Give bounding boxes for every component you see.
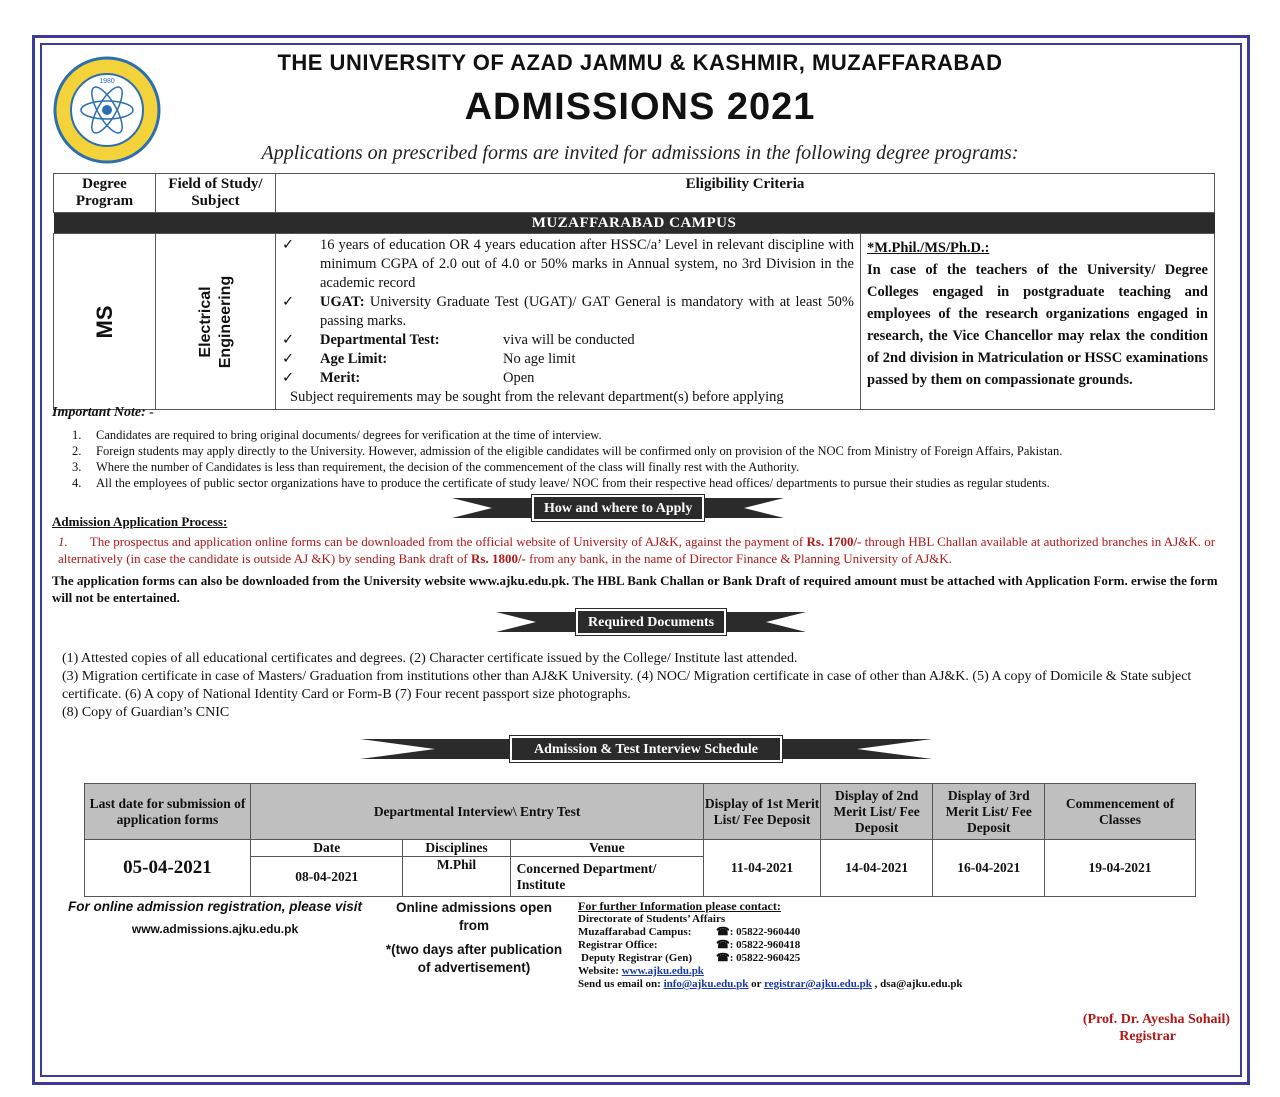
university-name: THE UNIVERSITY OF AZAD JAMMU & KASHMIR, MUZAFFARABAD xyxy=(277,50,1003,75)
campus-bar: MUZAFFARABAD CAMPUS xyxy=(54,213,1215,233)
check-icon: ✓ xyxy=(282,237,295,253)
process-text: through HBL Challan available at authorized branches in AJ&K. or alternatively (in case the candidate is outside AJ &K) by sending Bank draft of xyxy=(58,534,1216,566)
last-date-value: 05-04-2021 xyxy=(85,840,251,897)
arrow-left-icon xyxy=(704,496,784,520)
col-degree-header: Degree Program xyxy=(54,174,156,213)
discipline-value: M.Phil xyxy=(403,857,510,897)
email-info-link[interactable]: info@ajku.edu.pk xyxy=(663,978,749,990)
website-label: Website: xyxy=(578,965,619,977)
registrar-name: (Prof. Dr. Ayesha Sohail) xyxy=(1082,1012,1230,1027)
online-open-note: *(two days after publication of advertisement) xyxy=(385,942,563,975)
online-open xyxy=(383,899,565,977)
apply-banner-label: How and where to Apply xyxy=(532,495,704,521)
criteria-ugat: University Graduate Test (UGAT)/ GAT General is mandatory with at least 50% passing marks. xyxy=(320,294,854,329)
commencement-header: Commencement of Classes xyxy=(1045,784,1196,840)
venue-value: Concerned Department/ Institute xyxy=(510,857,704,897)
list-item: 1. Candidates are required to bring original documents/ degrees for verification at the time of interview. xyxy=(72,428,602,442)
disciplines-subheader: Disciplines xyxy=(403,840,510,857)
deputy-registrar-phone: ☎: 05822-960425 xyxy=(716,952,801,964)
dept-test-label: Departmental Test: xyxy=(320,332,440,348)
arrow-right-icon xyxy=(452,496,532,520)
documents-line: (8) Copy of Guardian’s CNIC xyxy=(62,705,230,720)
email-label: Send us email on: xyxy=(578,978,661,990)
list-item: 2. Foreign students may apply directly to the University. However, admission of the eligible candidates will be confirmed only on provision of the NOC from Ministry of Foreign Affairs, Pakistan. xyxy=(72,444,1063,458)
merit3-header: Display of 3rd Merit List/ Fee Deposit xyxy=(933,784,1045,840)
criteria-cell xyxy=(276,234,861,410)
documents-banner-label: Required Documents xyxy=(576,609,726,635)
age-limit-label: Age Limit: xyxy=(320,351,388,367)
contact-heading: For further Information please contact: xyxy=(578,899,781,913)
col-field-header: Field of Study/ Subject xyxy=(156,174,276,213)
dsa-label: Directorate of Students’ Affairs xyxy=(578,913,726,925)
note-text: Foreign students may apply directly to the University. However, admission of the eligible candidates will be confirmed only on provision of the NOC from Ministry of Foreign Affairs, Pakistan. xyxy=(96,444,1063,458)
relaxation-note-heading: *M.Phil./MS/Ph.D.: xyxy=(867,240,990,256)
note-text: Candidates are required to bring original documents/ degrees for verification at the time of interview. xyxy=(96,428,602,442)
muzaffarabad-phone: ☎: 05822-960440 xyxy=(716,926,801,938)
documents-line: (3) Migration certificate in case of Masters/ Graduation from institutions other than AJ&K University. (4) NOC/ Migration certificate in case of other than AJ&K. (5) A copy of Domicile & State subject certificate. (6) A copy of National Identity Card or Form-B (7) Four recent passport size photographs. xyxy=(62,669,1192,702)
documents-line: (1) Attested copies of all educational certificates and degrees. (2) Character certificate issued by the College/ Institute last attended. xyxy=(62,651,798,666)
registrar-office-phone: ☎: 05822-960418 xyxy=(716,939,801,951)
fee-amount: Rs. 1700/- xyxy=(806,534,862,549)
venue-subheader: Venue xyxy=(510,840,704,857)
subject-requirements: Subject requirements may be sought from the relevant department(s) before applying xyxy=(290,389,784,405)
arrow-left-icon xyxy=(782,737,932,761)
merit-label: Merit: xyxy=(320,370,361,386)
check-icon: ✓ xyxy=(282,370,295,386)
item-number: 1. xyxy=(58,534,68,549)
criteria-education: 16 years of education OR 4 years education after HSSC/a’ Level in relevant discipline with minimum CGPA of 2.0 out of 4.0 or 50% marks in Annual system, no 3rd Division in the academic record xyxy=(320,237,854,291)
online-registration-text: For online admission registration, please visit xyxy=(67,899,363,914)
important-note-heading: Important Note: - xyxy=(52,405,154,420)
eligibility-table xyxy=(53,173,1215,410)
online-open-text: Online admissions open from xyxy=(395,900,553,933)
draft-amount: Rs. 1800/- xyxy=(471,551,526,566)
apply-banner xyxy=(452,493,784,523)
relaxation-note-body: In case of the teachers of the University/ Degree Colleges engaged in postgraduate teaching and employees of the research organizations engaged in research, the Vice Chancellor may relax the condition of 2nd division in Matriculation or HSSC examinations passed by them on compassionate grounds. xyxy=(867,262,1208,388)
muzaffarabad-label: Muzaffarabad Campus: xyxy=(578,926,692,938)
application-process-text xyxy=(58,533,1233,567)
application-process-heading: Admission Application Process: xyxy=(52,514,228,529)
contact-info xyxy=(578,900,1018,991)
process-text: The prospectus and application online forms can be downloaded from the official website of University of AJ&K, against the payment of xyxy=(89,534,807,549)
merit1-date: 11-04-2021 xyxy=(704,840,821,897)
field-text: Electrical Engineering xyxy=(196,275,234,368)
check-icon: ✓ xyxy=(282,294,295,310)
col-criteria-header: Eligibility Criteria xyxy=(276,174,1215,213)
deputy-registrar-label: Deputy Registrar (Gen) xyxy=(581,952,692,964)
or-text: or xyxy=(751,978,762,990)
registrar-title: Registrar xyxy=(1119,1029,1176,1044)
last-date-header: Last date for submission of application forms xyxy=(85,784,251,840)
logo-year: 1980 xyxy=(99,78,115,85)
field-cell xyxy=(156,234,276,410)
email-registrar-link[interactable]: registrar@ajku.edu.pk xyxy=(764,978,872,990)
date-subheader: Date xyxy=(250,840,402,857)
commencement-date: 19-04-2021 xyxy=(1045,840,1196,897)
required-documents xyxy=(62,650,1232,722)
registrar-office-label: Registrar Office: xyxy=(578,939,658,951)
email-dsa: , dsa@ajku.edu.pk xyxy=(874,978,963,990)
merit2-date: 14-04-2021 xyxy=(820,840,933,897)
arrow-right-icon xyxy=(496,610,576,634)
merit1-header: Display of 1st Merit List/ Fee Deposit xyxy=(704,784,821,840)
arrow-right-icon xyxy=(360,737,510,761)
process-text: from any bank, in the name of Director Finance & Planning University of AJ&K. xyxy=(525,551,952,566)
degree-cell xyxy=(54,234,156,410)
list-item: 4. All the employees of public sector organizations have to produce the certificate of study leave/ NOC from their respective head offices/ departments to pursue their studies as regular students. xyxy=(72,476,1050,490)
dept-test-value: viva will be conducted xyxy=(503,332,635,348)
admissions-title: ADMISSIONS 2021 xyxy=(464,86,816,128)
criteria-ugat-label: UGAT: xyxy=(320,294,365,310)
online-registration xyxy=(60,899,370,936)
merit3-date: 16-04-2021 xyxy=(933,840,1045,897)
download-forms-text: The application forms can also be downloaded from the University website www.ajku.edu.pk. The HBL Bank Challan or Bank Draft of required amount must be attached with Application Form. erwise the form will not be entertained. xyxy=(52,573,1218,605)
important-notes-list xyxy=(72,427,1242,491)
website-link[interactable]: www.ajku.edu.pk xyxy=(621,965,704,977)
documents-banner xyxy=(496,607,806,637)
check-icon: ✓ xyxy=(282,351,295,367)
note-text: All the employees of public sector organizations have to produce the certificate of study leave/ NOC from their respective head offices/ departments to pursue their studies as regular students. xyxy=(96,476,1050,490)
test-date: 08-04-2021 xyxy=(250,857,402,897)
dept-test-header: Departmental Interview\ Entry Test xyxy=(250,784,703,840)
age-limit-value: No age limit xyxy=(503,351,576,367)
degree-text: MS xyxy=(91,305,117,338)
online-registration-link[interactable]: www.admissions.ajku.edu.pk xyxy=(131,922,299,936)
schedule-table xyxy=(84,783,1196,897)
arrow-left-icon xyxy=(726,610,806,634)
schedule-banner xyxy=(360,734,932,764)
merit-value: Open xyxy=(503,370,535,386)
schedule-banner-label: Admission & Test Interview Schedule xyxy=(510,736,782,762)
relaxation-note xyxy=(861,234,1215,410)
list-item: 3. Where the number of Candidates is less than requirement, the decision of the commencement of the class will finally rest with the Authority. xyxy=(72,460,800,474)
merit2-header: Display of 2nd Merit List/ Fee Deposit xyxy=(820,784,933,840)
note-text: Where the number of Candidates is less than requirement, the decision of the commencement of the class will finally rest with the Authority. xyxy=(96,460,800,474)
check-icon: ✓ xyxy=(282,332,295,348)
intro-text: Applications on prescribed forms are invited for admissions in the following degree programs: xyxy=(261,142,1019,164)
